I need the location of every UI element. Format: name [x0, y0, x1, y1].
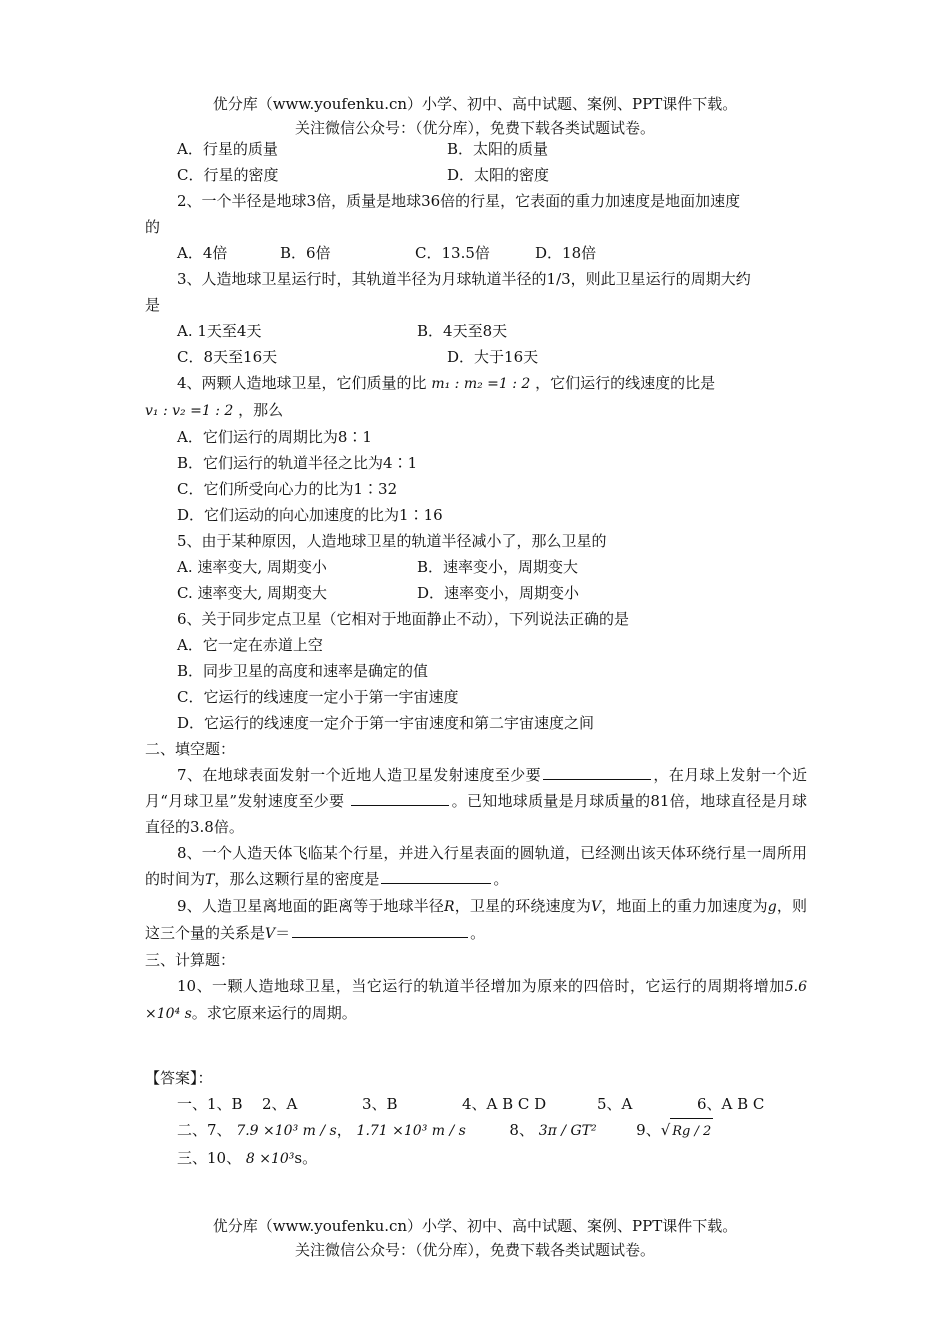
q4-stem-part-c: ，那么 [238, 401, 284, 419]
q9-symbol-g: g [767, 899, 777, 915]
q1-options-row-1 [145, 136, 807, 162]
q6-option-c: C．它运行的线速度一定小于第一宇宙速度 [177, 688, 459, 706]
q4-option-c: C．它们所受向心力的比为1∶32 [177, 480, 398, 498]
page-footer [0, 1214, 950, 1262]
q3-stem-line-1: 3、人造地球卫星运行时，其轨道半径为月球轨道半径的1/3，则此卫星运行的周期大约 [177, 270, 751, 288]
q4-velocity-ratio: v₁ : v₂ =1 : 2 [145, 403, 234, 419]
q5-options-row-2 [145, 580, 807, 606]
q10-part-2: 。求它原来运行的周期。 [191, 1004, 357, 1022]
q5-options-row-1 [145, 554, 807, 580]
spacer [145, 1027, 807, 1065]
answer-1: 一、1、B [177, 1095, 243, 1113]
q7-blank-2[interactable] [351, 788, 449, 806]
q5-option-d: D．速率变小，周期变小 [417, 584, 580, 602]
answers-row-2 [145, 1117, 807, 1145]
q8-blank[interactable] [381, 866, 491, 884]
q2-option-a: A．4倍 [177, 244, 228, 262]
q4-stem-part-b: ，它们运行的线速度的比是 [535, 374, 716, 392]
q8-symbol-t: T [205, 872, 215, 888]
q2-option-b: B．6倍 [280, 244, 331, 262]
answer-10-value: 8 ×10³ [245, 1151, 295, 1167]
answer-8-label: 8、 [509, 1121, 534, 1139]
page-header [0, 92, 950, 140]
q3-option-b: B．4天至8天 [417, 322, 508, 340]
answer-10-unit: s。 [294, 1149, 318, 1167]
q1-option-b: B．太阳的质量 [447, 140, 549, 158]
q7-part-1: 7、在地球表面发射一个近地人造卫星发射速度至少要 [177, 766, 542, 784]
q3-options-row-2 [145, 344, 807, 370]
q9-blank[interactable] [292, 920, 468, 938]
q2-options [145, 240, 807, 266]
q4-option-a: A．它们运行的周期比为8∶1 [177, 428, 372, 446]
q3-stem-line-2: 是 [145, 296, 161, 314]
q7-part-3: 。已知地球质量是月球质量的81倍，地球直径是月球直径的3.8倍。 [145, 792, 807, 836]
answer-7-value-2: 1.71 ×10³ m / s [356, 1123, 466, 1139]
q8-part-3: 。 [493, 870, 509, 888]
header-line-1: 优分库（www.youfenku.cn）小学、初中、高中试题、案例、PPT课件下载。 [212, 95, 738, 113]
q9-part-3: ，地面上的重力加速度为 [601, 897, 768, 915]
answer-2: 2、A [262, 1095, 298, 1113]
answer-6: 6、A B C [697, 1095, 765, 1113]
q4-option-d: D．它们运动的向心加速度的比为1∶16 [177, 506, 443, 524]
answer-7-separator: ， [336, 1121, 352, 1139]
q8-part-2: ，那么这颗行星的密度是 [214, 870, 380, 888]
section-2-heading: 二、填空题： [145, 740, 236, 758]
answers-row-1 [145, 1091, 807, 1117]
q6-option-a: A．它一定在赤道上空 [177, 636, 323, 654]
exam-content [145, 136, 807, 1172]
footer-line-1: 优分库（www.youfenku.cn）小学、初中、高中试题、案例、PPT课件下载。 [212, 1217, 738, 1235]
q9-equals: ＝ [275, 924, 291, 942]
q9-part-5: 。 [470, 924, 486, 942]
q4-option-b: B．它们运行的轨道半径之比为4∶1 [177, 454, 418, 472]
answers-title: 【答案】： [145, 1069, 213, 1087]
q1-option-a: A．行星的质量 [177, 140, 278, 158]
q9-text [145, 893, 807, 947]
q9-symbol-v2: V [265, 926, 276, 942]
q3-options-row-1 [145, 318, 807, 344]
q8-part-1: 8、一个人造天体飞临某个行星，并进入行星表面的圆轨道，已经测出该天体环绕行星一周所用的时间为 [145, 844, 807, 888]
section-3-heading: 三、计算题： [145, 951, 236, 969]
q6-option-b: B．同步卫星的高度和速率是确定的值 [177, 662, 429, 680]
q9-symbol-r: R [444, 899, 455, 915]
answer-4: 4、A B C D [462, 1095, 547, 1113]
q10-part-1: 10、一颗人造地球卫星，当它运行的轨道半径增加为原来的四倍时，它运行的周期将增加 [177, 977, 785, 995]
q10-value: 5.6 ×10⁴ s [145, 979, 807, 1022]
q4-stem-part-a: 4、两颗人造地球卫星，它们质量的比 [177, 374, 427, 392]
answer-7-value-1: 7.9 ×10³ m / s [236, 1123, 337, 1139]
q1-option-d: D．太阳的密度 [447, 166, 550, 184]
q9-symbol-v: V [590, 899, 602, 915]
q4-stem-line-2 [145, 397, 807, 424]
q3-option-d: D．大于16天 [447, 348, 539, 366]
answer-8-value: 3π / GT² [538, 1123, 597, 1139]
q2-option-c: C．13.5倍 [415, 244, 490, 262]
q4-stem-line-1 [145, 370, 807, 397]
q1-option-c: C．行星的密度 [177, 166, 279, 184]
answer-7-label: 二、7、 [177, 1121, 232, 1139]
q7-part-2: ，在月球上发射一个近月“月球卫星”发射速度至少要 [145, 766, 807, 810]
q6-option-d: D．它运行的线速度一定介于第一宇宙速度和第二宇宙速度之间 [177, 714, 595, 732]
answer-10-label: 三、10、 [177, 1149, 242, 1167]
header-line-2: 关注微信公众号：（优分库），免费下载各类试题试卷。 [294, 119, 655, 137]
q9-part-2: ，卫星的环绕速度为 [454, 897, 591, 915]
q5-stem: 5、由于某种原因，人造地球卫星的轨道半径减小了，那么卫星的 [177, 532, 607, 550]
q3-option-c: C．8天至16天 [177, 348, 278, 366]
q5-option-a: A. 速率变大, 周期变小 [177, 558, 327, 576]
q6-stem: 6、关于同步定点卫星（它相对于地面静止不动），下列说法正确的是 [177, 610, 630, 628]
q1-options-row-2 [145, 162, 807, 188]
q5-option-c: C. 速率变大, 周期变大 [177, 584, 328, 602]
q7-blank-1[interactable] [543, 762, 651, 780]
answer-5: 5、A [597, 1095, 633, 1113]
sqrt-sign: √ [660, 1121, 671, 1139]
q8-text [145, 840, 807, 893]
q7-text [145, 762, 807, 840]
q4-mass-ratio: m₁ : m₂ =1 : 2 [431, 376, 531, 392]
q2-stem-line-1: 2、一个半径是地球3倍，质量是地球36倍的行星，它表面的重力加速度是地面加速度 [177, 192, 741, 210]
q2-stem-line-2: 的 [145, 218, 161, 236]
q5-option-b: B．速率变小，周期变大 [417, 558, 579, 576]
answer-9-value: Rg / 2 [670, 1118, 713, 1145]
q10-text [145, 973, 807, 1027]
q9-part-4: ，则这三个量的关系是 [145, 897, 807, 942]
answer-9-label: 9、 [636, 1121, 661, 1139]
answer-3: 3、B [362, 1095, 398, 1113]
answers-row-3 [145, 1145, 807, 1172]
q3-option-a: A. 1天至4天 [177, 322, 262, 340]
footer-line-2: 关注微信公众号：（优分库），免费下载各类试题试卷。 [294, 1241, 655, 1259]
q2-option-d: D．18倍 [535, 244, 597, 262]
q9-part-1: 9、人造卫星离地面的距离等于地球半径 [177, 897, 445, 915]
